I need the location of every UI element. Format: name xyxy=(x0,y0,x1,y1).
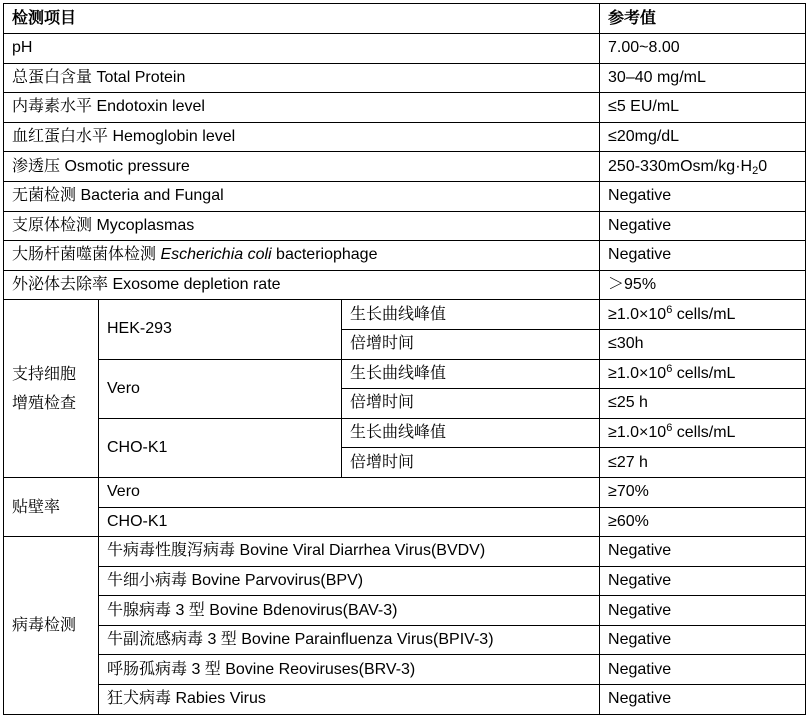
metric-label: 生长曲线峰值 xyxy=(342,300,600,330)
value-cell: ≤30h xyxy=(600,329,806,359)
item-tail: bacteriophage xyxy=(271,246,378,264)
item-cell: pH xyxy=(4,34,600,64)
value-cell: Negative xyxy=(600,241,806,271)
value-cell: ≤5 EU/mL xyxy=(600,93,806,123)
item-cell xyxy=(4,241,600,271)
table-row xyxy=(4,122,806,152)
header-item: 检测项目 xyxy=(4,4,600,34)
table-row xyxy=(4,625,806,655)
table-row xyxy=(4,507,806,537)
item-cell: 渗透压 Osmotic pressure xyxy=(4,152,600,182)
value-cell: ≤27 h xyxy=(600,448,806,478)
header-row xyxy=(4,4,806,34)
table-row xyxy=(4,566,806,596)
header-reference: 参考值 xyxy=(600,4,806,34)
table-row xyxy=(4,596,806,626)
value-superscript: 6 xyxy=(666,422,673,435)
table-row xyxy=(4,685,806,715)
table-row xyxy=(4,270,806,300)
virus-name: 牛细小病毒 Bovine Parvovirus(BPV) xyxy=(99,566,600,596)
value-cell: ≥60% xyxy=(600,507,806,537)
value-cell: Negative xyxy=(600,685,806,715)
value-cell xyxy=(600,418,806,448)
value-text: ≥1.0×10 xyxy=(608,424,667,442)
value-tail: cells/mL xyxy=(672,305,736,323)
table-row xyxy=(4,181,806,211)
value-cell: Negative xyxy=(600,181,806,211)
item-cell: 外泌体去除率 Exosome depletion rate xyxy=(4,270,600,300)
virus-name: 狂犬病毒 Rabies Virus xyxy=(99,685,600,715)
cell-line-name: HEK-293 xyxy=(99,300,342,359)
metric-label: 生长曲线峰值 xyxy=(342,359,600,389)
virus-name: 牛病毒性腹泻病毒 Bovine Viral Diarrhea Virus(BVDV) xyxy=(99,537,600,567)
item-cell: 血红蛋白水平 Hemoglobin level xyxy=(4,122,600,152)
value-cell: Negative xyxy=(600,211,806,241)
metric-label: 倍增时间 xyxy=(342,329,600,359)
value-cell: Negative xyxy=(600,655,806,685)
virus-name: 牛腺病毒 3 型 Bovine Bdenovirus(BAV-3) xyxy=(99,596,600,626)
table-row xyxy=(4,152,806,182)
virus-name: 呼肠孤病毒 3 型 Bovine Reoviruses(BRV-3) xyxy=(99,655,600,685)
item-cell: 支原体检测 Mycoplasmas xyxy=(4,211,600,241)
reference-table xyxy=(3,3,806,715)
value-text: ≥1.0×10 xyxy=(608,305,667,323)
table-row xyxy=(4,359,806,389)
value-text: 250-330mOsm/kg·H xyxy=(608,157,753,175)
value-cell: 7.00~8.00 xyxy=(600,34,806,64)
table-row xyxy=(4,655,806,685)
value-cell: ≤20mg/dL xyxy=(600,122,806,152)
value-cell: ≥70% xyxy=(600,477,806,507)
table-row xyxy=(4,418,806,448)
cell-line-name: Vero xyxy=(99,359,342,418)
table-row xyxy=(4,477,806,507)
table-row xyxy=(4,537,806,567)
value-tail: 0 xyxy=(758,157,768,175)
proliferation-label: 支持细胞增殖检查 xyxy=(4,300,99,478)
value-cell xyxy=(600,152,806,182)
virus-label: 病毒检测 xyxy=(4,537,99,715)
value-cell: Negative xyxy=(600,566,806,596)
value-superscript: 6 xyxy=(666,362,673,375)
value-cell xyxy=(600,359,806,389)
value-cell: ≤25 h xyxy=(600,389,806,419)
adherence-label: 贴壁率 xyxy=(4,477,99,536)
cell-line-name: CHO-K1 xyxy=(99,418,342,477)
value-cell xyxy=(600,300,806,330)
value-superscript: 6 xyxy=(666,303,673,316)
item-cell: 总蛋白含量 Total Protein xyxy=(4,63,600,93)
value-cell: ＞95% xyxy=(600,270,806,300)
value-subscript: 2 xyxy=(752,164,759,177)
item-text: 大肠杆菌噬菌体检测 xyxy=(12,246,161,264)
table-row xyxy=(4,93,806,123)
cell-line-name: Vero xyxy=(99,477,600,507)
cell-line-name: CHO-K1 xyxy=(99,507,600,537)
table-row xyxy=(4,241,806,271)
value-cell: Negative xyxy=(600,596,806,626)
value-tail: cells/mL xyxy=(672,424,736,442)
item-italic: Escherichia coli xyxy=(160,246,272,264)
table-row xyxy=(4,34,806,64)
metric-label: 生长曲线峰值 xyxy=(342,418,600,448)
table-row xyxy=(4,63,806,93)
metric-label: 倍增时间 xyxy=(342,389,600,419)
value-cell: Negative xyxy=(600,625,806,655)
value-cell: 30–40 mg/mL xyxy=(600,63,806,93)
item-cell: 无菌检测 Bacteria and Fungal xyxy=(4,181,600,211)
virus-name: 牛副流感病毒 3 型 Bovine Parainfluenza Virus(BPIV-3) xyxy=(99,625,600,655)
table-row xyxy=(4,211,806,241)
table-row xyxy=(4,300,806,330)
value-text: ≥1.0×10 xyxy=(608,364,667,382)
item-cell: 内毒素水平 Endotoxin level xyxy=(4,93,600,123)
value-tail: cells/mL xyxy=(672,364,736,382)
metric-label: 倍增时间 xyxy=(342,448,600,478)
value-cell: Negative xyxy=(600,537,806,567)
